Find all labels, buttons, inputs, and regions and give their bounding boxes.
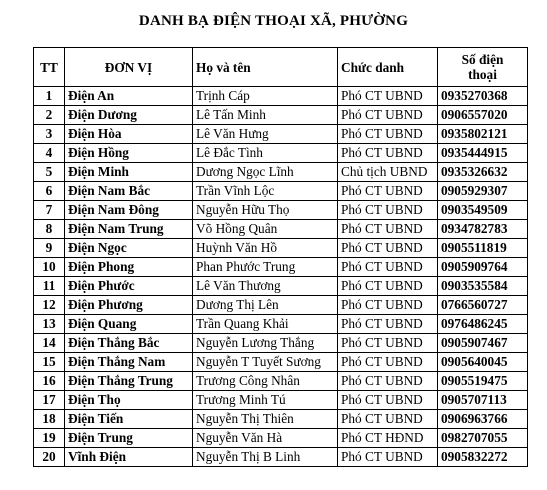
cell-role: Phó CT UBND <box>338 239 438 258</box>
cell-role: Phó CT UBND <box>338 448 438 467</box>
cell-role: Phó CT UBND <box>338 277 438 296</box>
cell-name: Lê Văn Hưng <box>193 125 338 144</box>
cell-name: Trịnh Cáp <box>193 87 338 106</box>
cell-tt: 11 <box>34 277 65 296</box>
cell-phone: 0982707055 <box>438 429 528 448</box>
cell-phone: 0905640045 <box>438 353 528 372</box>
header-unit: ĐƠN VỊ <box>65 48 193 87</box>
cell-unit: Điện Nam Bắc <box>65 182 193 201</box>
cell-unit: Điện An <box>65 87 193 106</box>
cell-name: Võ Hồng Quân <box>193 220 338 239</box>
cell-unit: Điện Hồng <box>65 144 193 163</box>
cell-phone: 0905832272 <box>438 448 528 467</box>
table-row <box>34 106 528 125</box>
cell-unit: Vĩnh Điện <box>65 448 193 467</box>
table-row <box>34 391 528 410</box>
cell-name: Nguyễn T Tuyết Sương <box>193 353 338 372</box>
cell-name: Trương Công Nhân <box>193 372 338 391</box>
cell-phone: 0903549509 <box>438 201 528 220</box>
cell-unit: Điện Trung <box>65 429 193 448</box>
cell-role: Phó CT UBND <box>338 391 438 410</box>
cell-phone: 0905511819 <box>438 239 528 258</box>
cell-name: Trần Quang Khải <box>193 315 338 334</box>
table-row <box>34 448 528 467</box>
cell-role: Phó CT UBND <box>338 296 438 315</box>
cell-unit: Điện Dương <box>65 106 193 125</box>
cell-phone: 0906557020 <box>438 106 528 125</box>
cell-role: Phó CT UBND <box>338 106 438 125</box>
cell-name: Phan Phước Trung <box>193 258 338 277</box>
page-title: DANH BẠ ĐIỆN THOẠI XÃ, PHƯỜNG <box>138 13 409 29</box>
cell-name: Dương Ngọc Lĩnh <box>193 163 338 182</box>
table-row <box>34 87 528 106</box>
cell-tt: 13 <box>34 315 65 334</box>
cell-unit: Điện Phước <box>65 277 193 296</box>
table-row <box>34 258 528 277</box>
cell-unit: Điện Tiến <box>65 410 193 429</box>
table-row <box>34 163 528 182</box>
cell-role: Phó CT UBND <box>338 258 438 277</box>
table-row <box>34 353 528 372</box>
cell-phone: 0905907467 <box>438 334 528 353</box>
header-phone-line1: Số điện <box>461 52 504 67</box>
cell-phone: 0905707113 <box>438 391 528 410</box>
cell-name: Nguyễn Lương Thắng <box>193 334 338 353</box>
cell-role: Phó CT UBND <box>338 220 438 239</box>
cell-tt: 16 <box>34 372 65 391</box>
cell-role: Phó CT UBND <box>338 201 438 220</box>
cell-role: Phó CT UBND <box>338 87 438 106</box>
table-row <box>34 410 528 429</box>
cell-tt: 19 <box>34 429 65 448</box>
table-row <box>34 315 528 334</box>
cell-role: Phó CT UBND <box>338 353 438 372</box>
cell-tt: 9 <box>34 239 65 258</box>
table-row <box>34 220 528 239</box>
cell-unit: Điện Thọ <box>65 391 193 410</box>
cell-phone: 0934782783 <box>438 220 528 239</box>
table-row <box>34 144 528 163</box>
cell-tt: 2 <box>34 106 65 125</box>
cell-name: Nguyễn Hữu Thọ <box>193 201 338 220</box>
cell-phone: 0906963766 <box>438 410 528 429</box>
cell-name: Lê Đắc Tình <box>193 144 338 163</box>
table-row <box>34 277 528 296</box>
cell-tt: 3 <box>34 125 65 144</box>
cell-name: Lê Tấn Minh <box>193 106 338 125</box>
cell-unit: Điện Minh <box>65 163 193 182</box>
table-row <box>34 429 528 448</box>
cell-tt: 7 <box>34 201 65 220</box>
table-row <box>34 201 528 220</box>
cell-phone: 0905929307 <box>438 182 528 201</box>
cell-role: Phó CT UBND <box>338 144 438 163</box>
cell-unit: Điện Ngọc <box>65 239 193 258</box>
table-row <box>34 372 528 391</box>
table-row <box>34 182 528 201</box>
cell-role: Phó CT HĐND <box>338 429 438 448</box>
table-header-row <box>34 48 528 87</box>
phone-directory-table <box>33 47 528 467</box>
cell-phone: 0903535584 <box>438 277 528 296</box>
cell-phone: 0905519475 <box>438 372 528 391</box>
cell-tt: 5 <box>34 163 65 182</box>
cell-tt: 6 <box>34 182 65 201</box>
cell-unit: Điện Thắng Nam <box>65 353 193 372</box>
cell-tt: 18 <box>34 410 65 429</box>
cell-name: Trần Vĩnh Lộc <box>193 182 338 201</box>
cell-tt: 15 <box>34 353 65 372</box>
cell-unit: Điện Thắng Bắc <box>65 334 193 353</box>
cell-phone: 0935326632 <box>438 163 528 182</box>
cell-unit: Điện Phương <box>65 296 193 315</box>
cell-phone: 0935270368 <box>438 87 528 106</box>
cell-phone: 0935444915 <box>438 144 528 163</box>
header-phone-line2: thoại <box>468 67 497 82</box>
cell-tt: 4 <box>34 144 65 163</box>
cell-tt: 8 <box>34 220 65 239</box>
cell-tt: 1 <box>34 87 65 106</box>
cell-name: Lê Văn Thương <box>193 277 338 296</box>
table-row <box>34 239 528 258</box>
header-name: Họ và tên <box>193 48 338 87</box>
cell-name: Dương Thị Lên <box>193 296 338 315</box>
cell-phone: 0976486245 <box>438 315 528 334</box>
cell-tt: 17 <box>34 391 65 410</box>
cell-phone: 0766560727 <box>438 296 528 315</box>
cell-phone: 0905909764 <box>438 258 528 277</box>
table-row <box>34 125 528 144</box>
cell-unit: Điện Nam Đông <box>65 201 193 220</box>
cell-name: Nguyễn Văn Hà <box>193 429 338 448</box>
cell-name: Nguyễn Thị Thiên <box>193 410 338 429</box>
cell-role: Phó CT UBND <box>338 372 438 391</box>
cell-unit: Điện Hòa <box>65 125 193 144</box>
table-row <box>34 334 528 353</box>
cell-tt: 14 <box>34 334 65 353</box>
cell-unit: Điện Quang <box>65 315 193 334</box>
cell-unit: Điện Nam Trung <box>65 220 193 239</box>
cell-unit: Điện Thắng Trung <box>65 372 193 391</box>
cell-role: Phó CT UBND <box>338 182 438 201</box>
cell-role: Phó CT UBND <box>338 125 438 144</box>
header-role: Chức danh <box>338 48 438 87</box>
cell-tt: 12 <box>34 296 65 315</box>
header-phone <box>438 48 528 87</box>
cell-role: Phó CT UBND <box>338 410 438 429</box>
cell-tt: 20 <box>34 448 65 467</box>
table-row <box>34 296 528 315</box>
header-tt: TT <box>34 48 65 87</box>
cell-tt: 10 <box>34 258 65 277</box>
cell-role: Chủ tịch UBND <box>338 163 438 182</box>
cell-unit: Điện Phong <box>65 258 193 277</box>
cell-name: Huỳnh Văn Hồ <box>193 239 338 258</box>
cell-phone: 0935802121 <box>438 125 528 144</box>
cell-name: Nguyễn Thị B Linh <box>193 448 338 467</box>
cell-role: Phó CT UBND <box>338 315 438 334</box>
cell-name: Trương Minh Tú <box>193 391 338 410</box>
cell-role: Phó CT UBND <box>338 334 438 353</box>
